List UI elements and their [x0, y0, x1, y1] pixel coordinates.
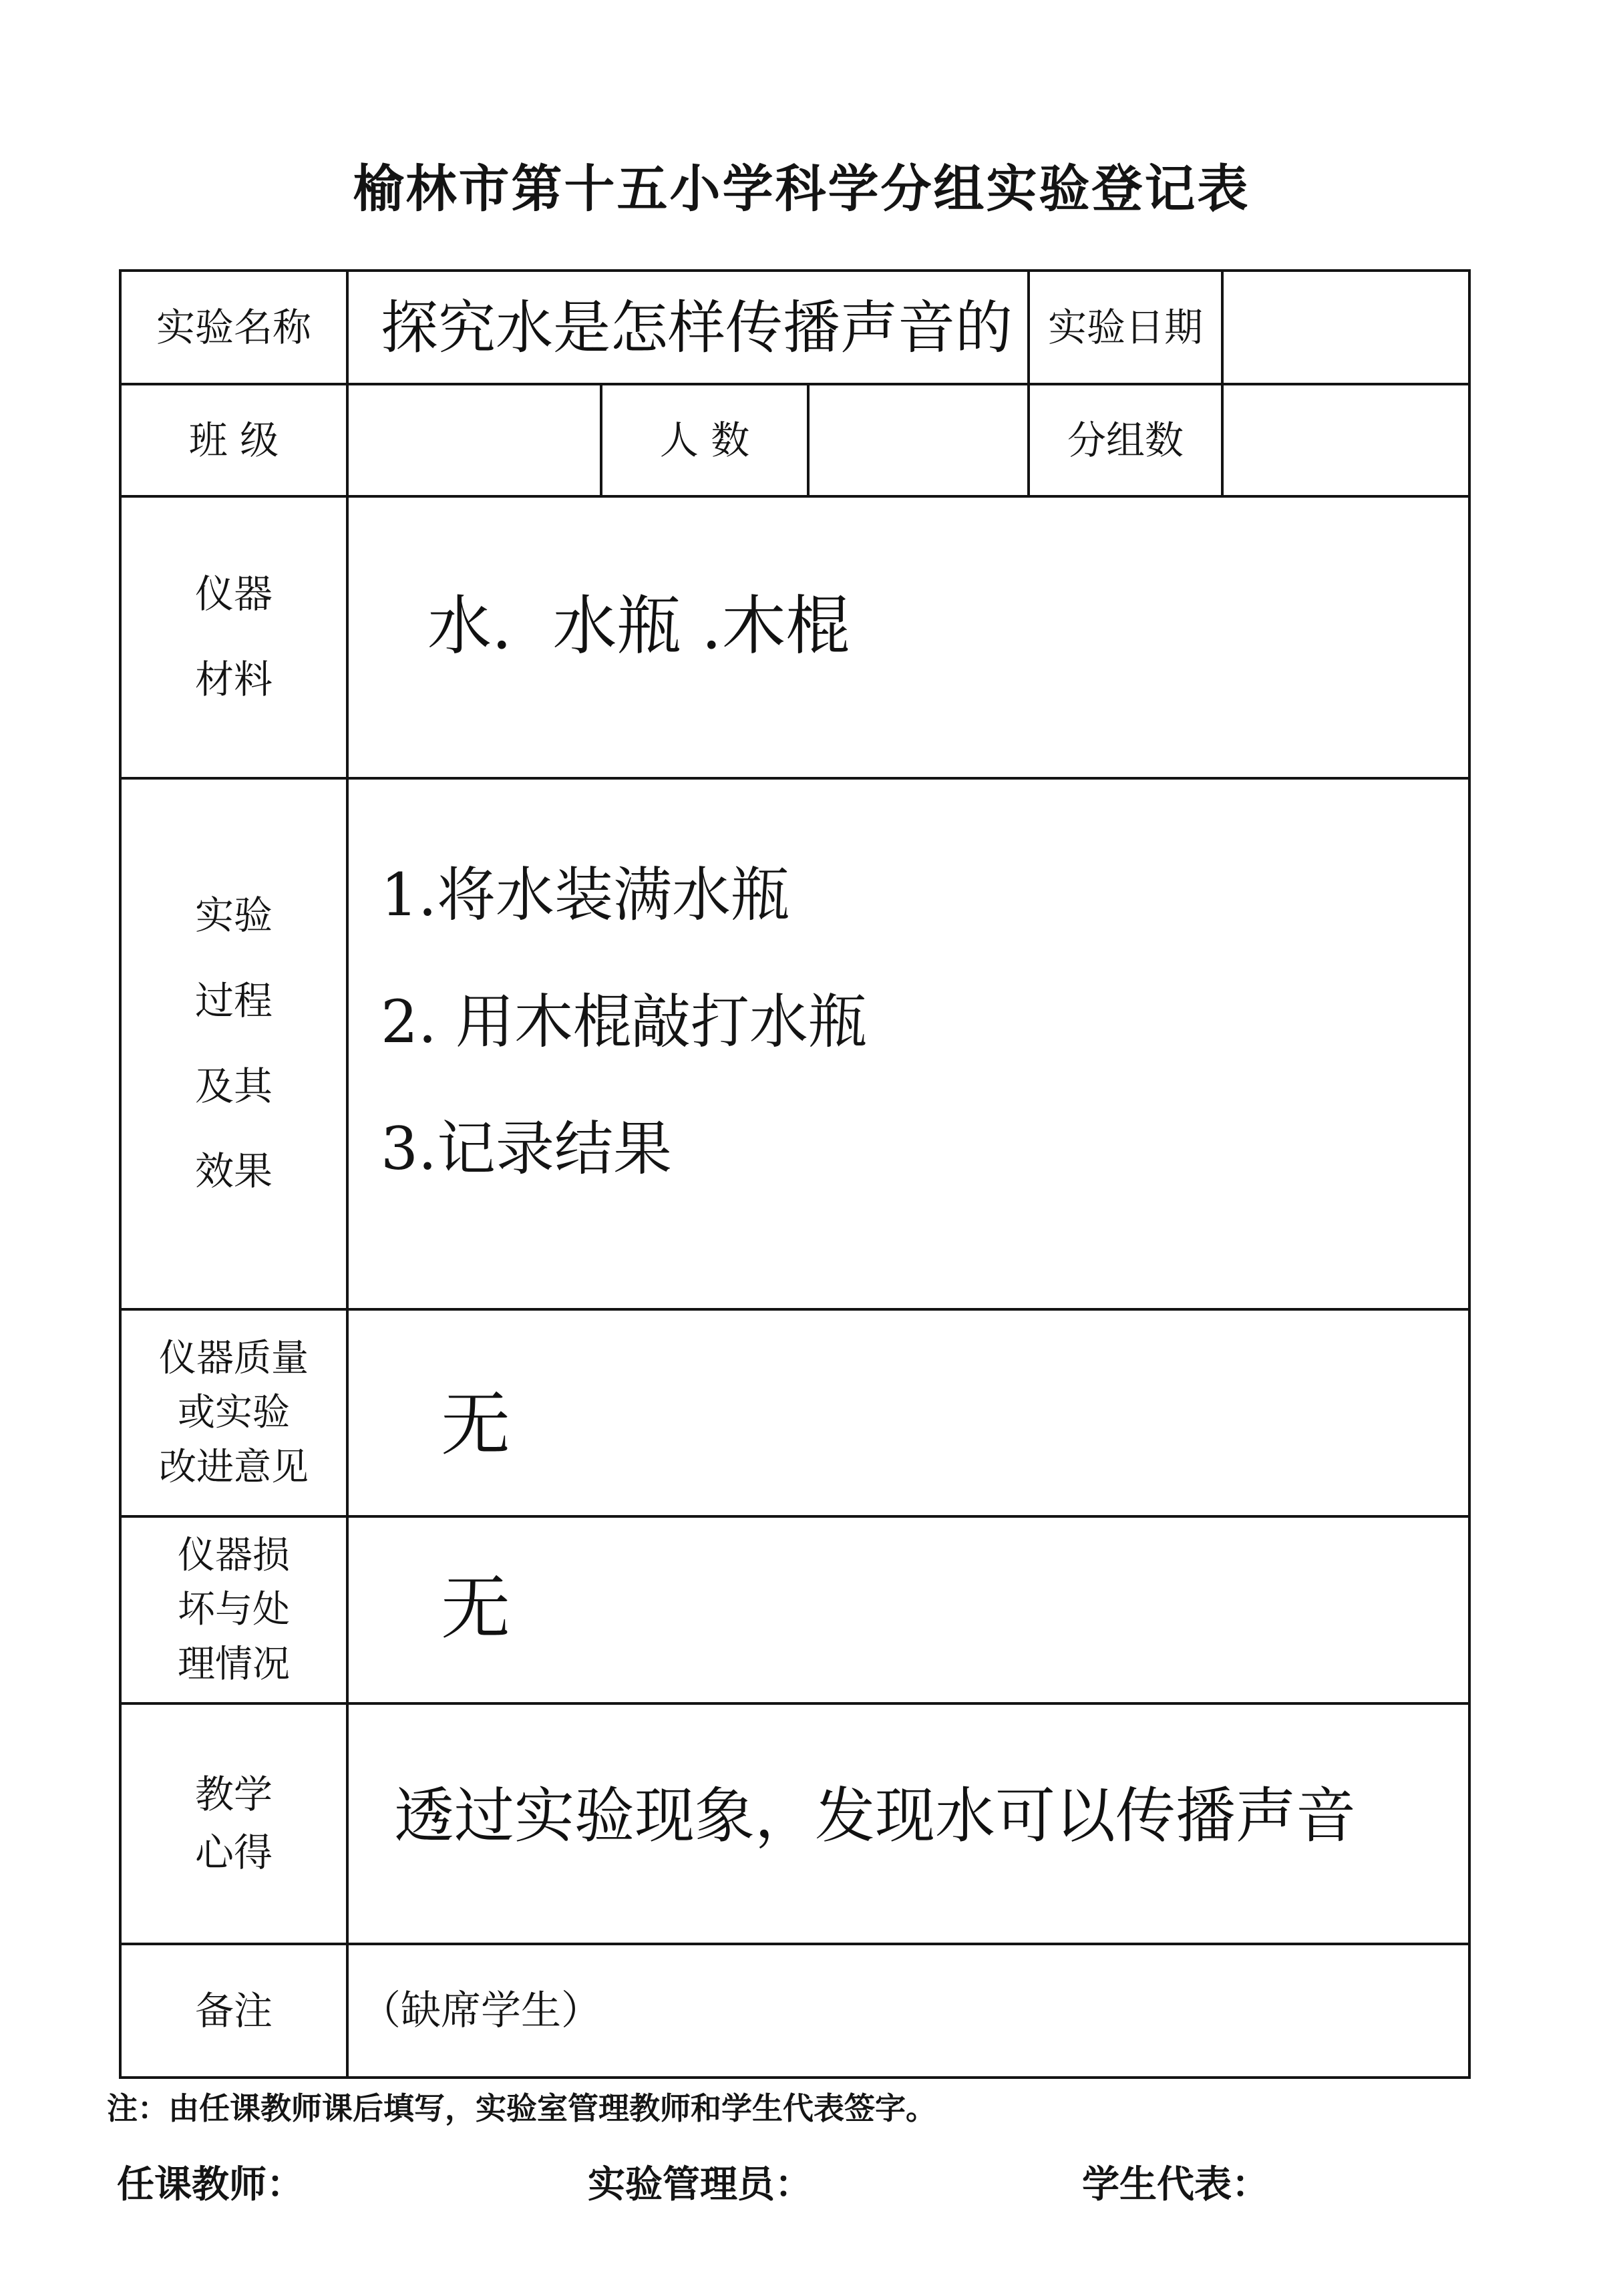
process-step-2: 2. 用木棍敲打水瓶	[381, 987, 867, 1056]
remarks-label: 备注	[194, 1987, 273, 2033]
quality-label: 仪器质量 或实验 改进意见	[159, 1337, 309, 1489]
experiment-date-field	[1222, 271, 1469, 384]
materials-value: 水. 水瓶 .木棍	[427, 589, 850, 663]
experiment-name-value: 探究水是怎样传播声音的	[381, 295, 1013, 361]
people-field	[808, 384, 1029, 496]
damage-value: 无	[441, 1567, 511, 1649]
reflection-value: 透过实验现象，发现水可以传播声音	[394, 1781, 1356, 1851]
materials-label: 仪器 材料	[194, 571, 273, 702]
class-label: 班 级	[188, 417, 279, 463]
process-step-3: 3.记录结果	[381, 1114, 672, 1183]
quality-value: 无	[441, 1383, 511, 1465]
student-rep-signature-label: 学生代表：	[1082, 2163, 1269, 2206]
experiment-name-label: 实验名称	[156, 304, 311, 350]
page-title: 榆林市第十五小学科学分组实验登记表	[353, 159, 1250, 218]
groups-field	[1222, 384, 1469, 496]
teacher-signature-label: 任课教师：	[117, 2163, 304, 2206]
reflection-label: 教学 心得	[194, 1772, 273, 1875]
damage-label: 仪器损 坏与处 理情况	[178, 1534, 290, 1686]
people-label: 人 数	[659, 417, 750, 463]
remarks-value: （缺席学生）	[361, 1987, 601, 2034]
footer-note: 注：由任课教师课后填写，实验室管理教师和学生代表签字。	[107, 2090, 936, 2126]
groups-label: 分组数	[1067, 417, 1184, 463]
process-step-1: 1.将水装满水瓶	[381, 860, 789, 929]
experiment-date-label: 实验日期	[1047, 304, 1203, 350]
lab-admin-signature-label: 实验管理员：	[588, 2163, 812, 2206]
class-field	[347, 384, 601, 496]
process-label: 实验 过程 及其 效果	[194, 892, 273, 1194]
